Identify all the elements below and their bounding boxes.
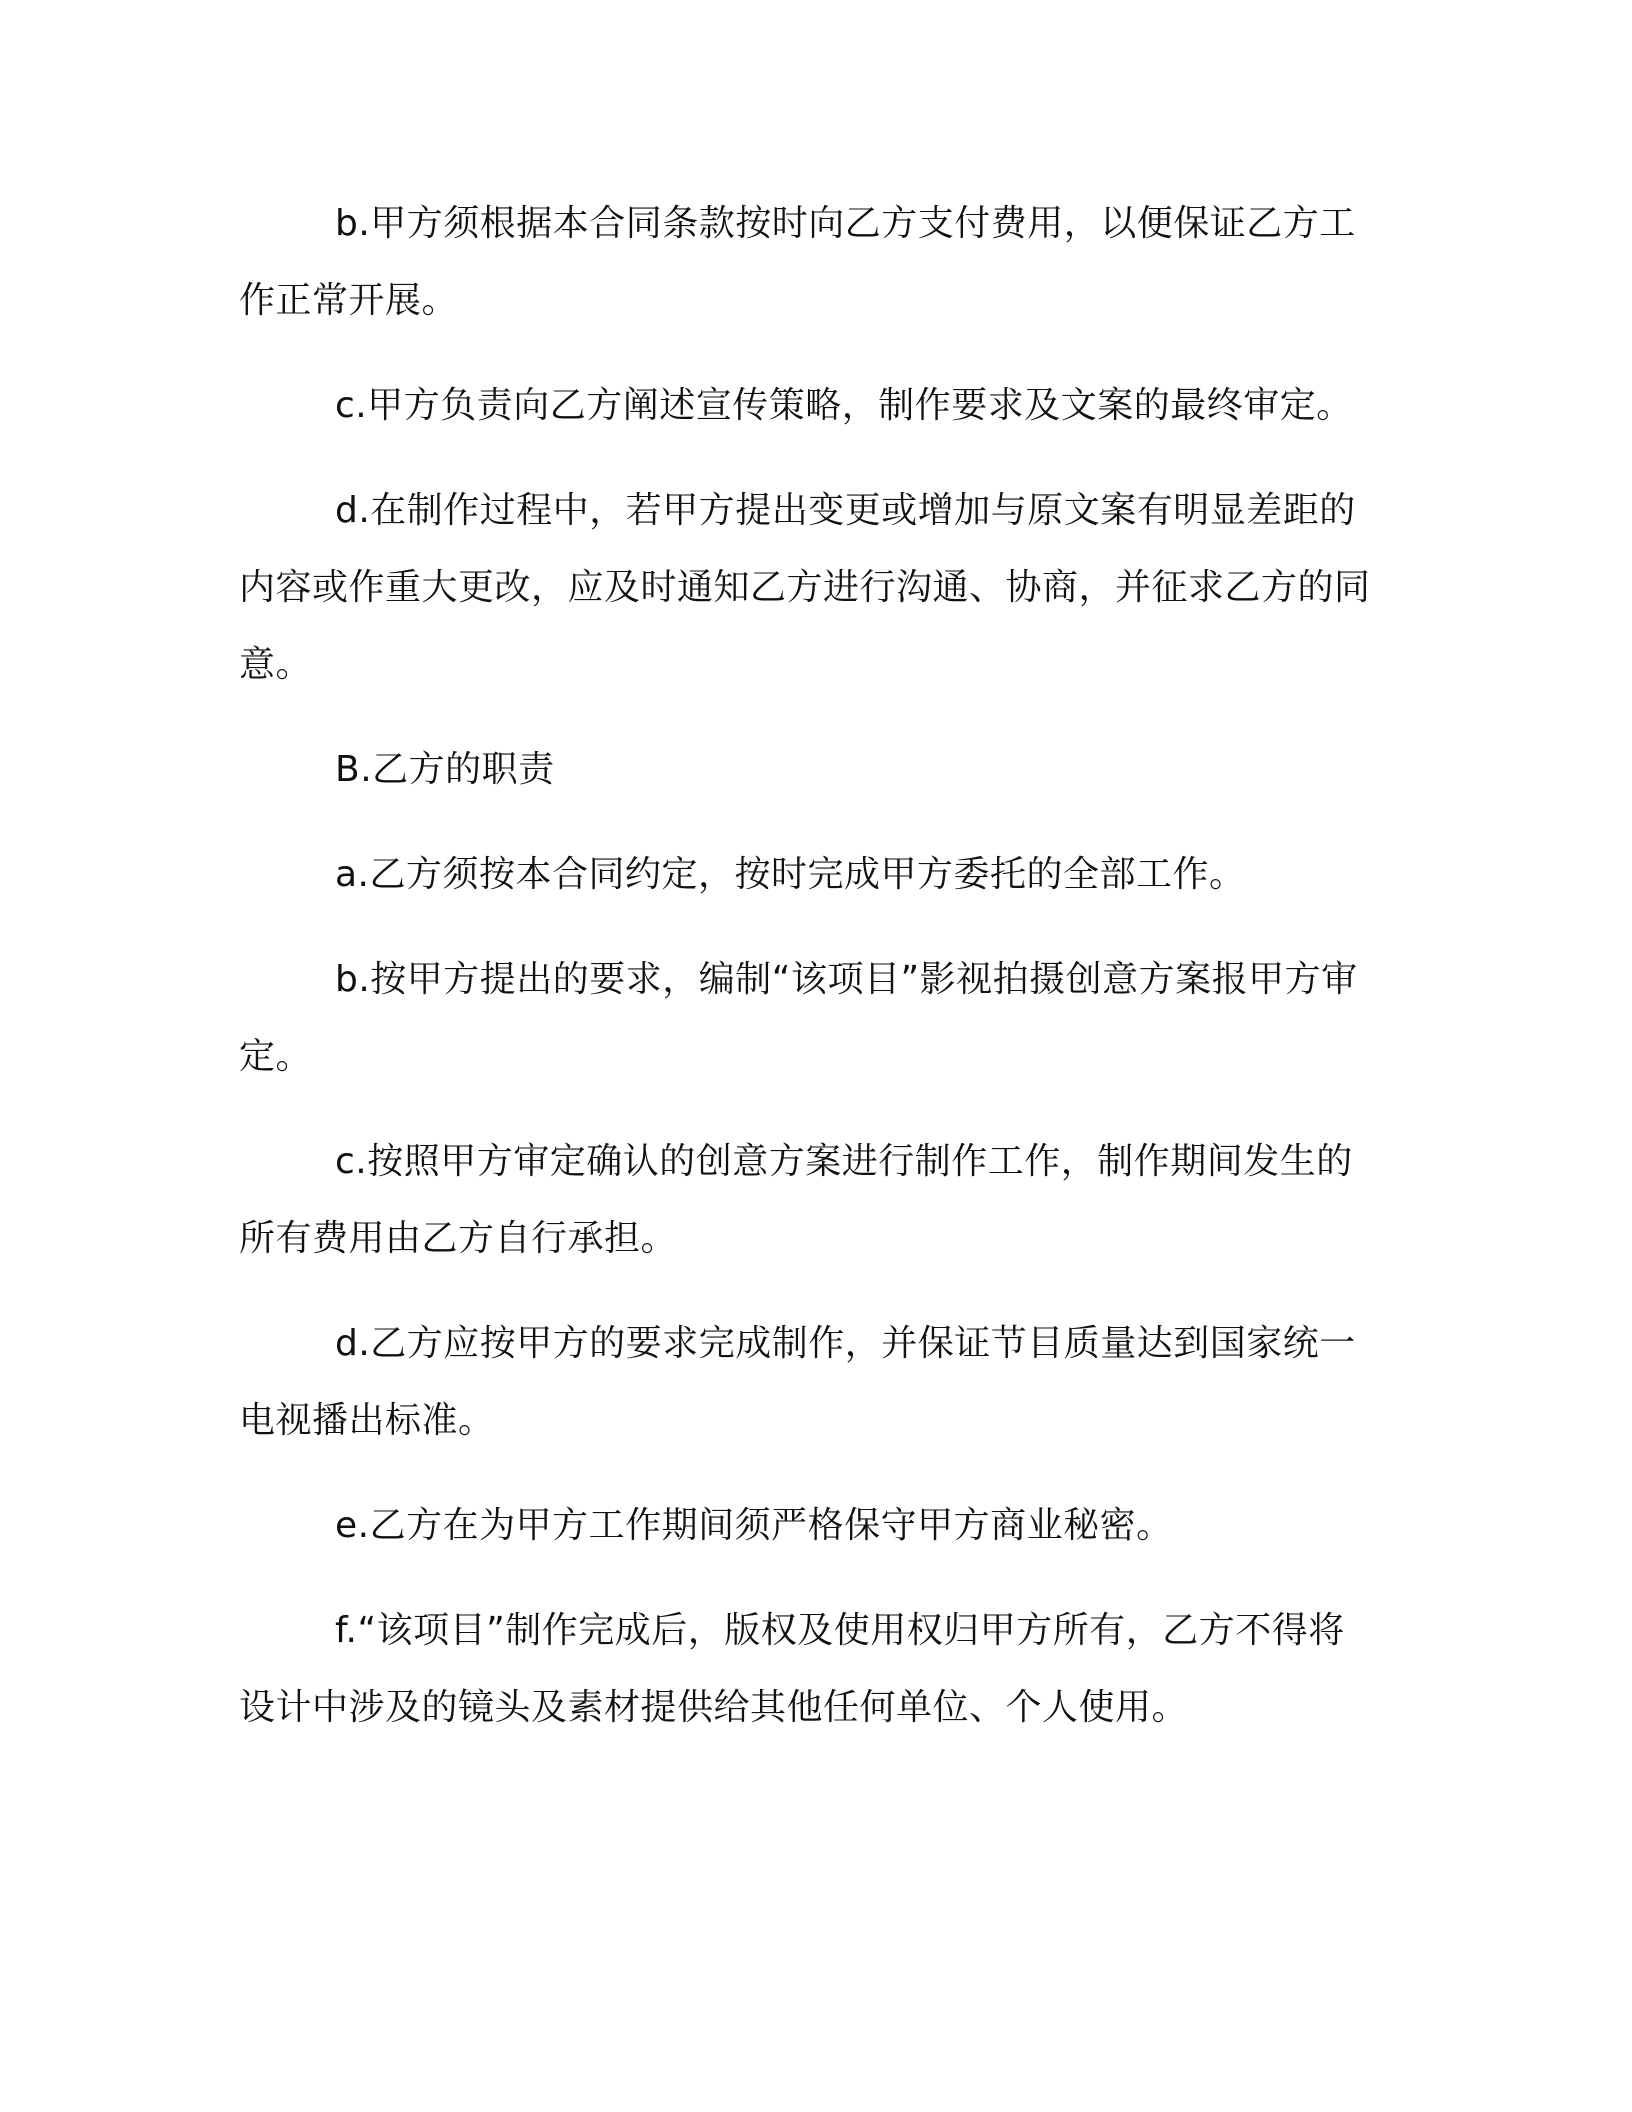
paragraph-party-b-quality-standard: d.乙方应按甲方的要求完成制作，并保证节目质量达到国家统一电视播出标准。 [239, 1323, 1356, 1441]
paragraph-party-a-changes: d.在制作过程中，若甲方提出变更或增加与原文案有明显差距的内容或作重大更改，应及时通知乙方进行沟通、协商，并征求乙方的同意。 [239, 490, 1371, 685]
paragraph-party-a-strategy: c.甲方负责向乙方阐述宣传策略，制作要求及文案的最终审定。 [335, 385, 1353, 426]
section-heading-party-b-duties: B.乙方的职责 [335, 749, 555, 790]
paragraph-party-b-copyright: f.“该项目”制作完成后，版权及使用权归甲方所有，乙方不得将设计中涉及的镜头及素材提供给其他任何单位、个人使用。 [239, 1610, 1345, 1728]
paragraph-party-b-production-costs: c.按照甲方审定确认的创意方案进行制作工作，制作期间发生的所有费用由乙方自行承担。 [239, 1141, 1353, 1259]
paragraph-party-a-payment: b.甲方须根据本合同条款按时向乙方支付费用，以便保证乙方工作正常开展。 [239, 203, 1356, 321]
paragraph-party-b-complete-work: a.乙方须按本合同约定，按时完成甲方委托的全部工作。 [335, 854, 1246, 895]
paragraph-party-b-confidentiality: e.乙方在为甲方工作期间须严格保守甲方商业秘密。 [335, 1505, 1173, 1546]
document-body [239, 185, 1374, 1774]
paragraph-party-b-creative-plan: b.按甲方提出的要求，编制“该项目”影视拍摄创意方案报甲方审定。 [239, 959, 1358, 1077]
